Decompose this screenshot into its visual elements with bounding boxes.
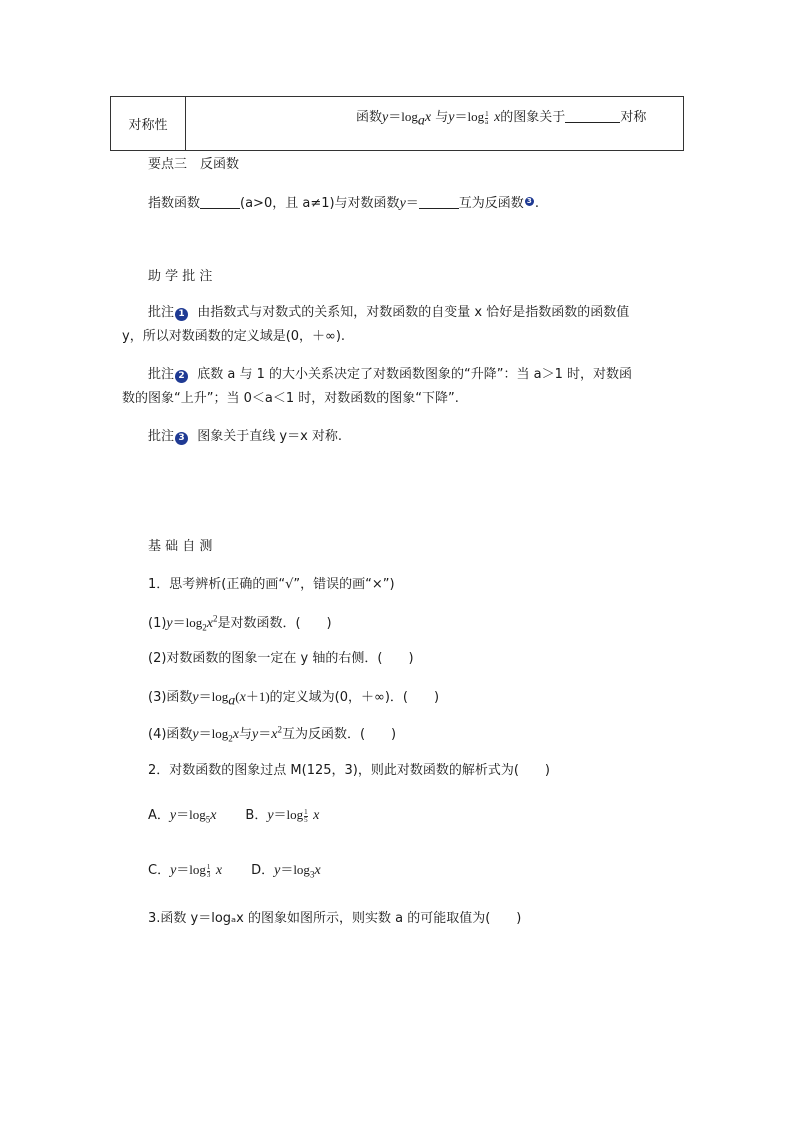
symmetry-label-cell xyxy=(111,97,186,150)
log-base-fraction-1-over-a: $\frac{1}{a}$ xyxy=(485,110,489,126)
section-inverse-line: 指数函数 (a>0，且 a≠1)与对数函数y＝ 互为反函数 3 . xyxy=(148,195,539,211)
question-1: 1．思考辨析(正确的画“√”，错误的画“×”) xyxy=(148,577,395,592)
question-1-2: (2)对数函数的图象一定在 y 轴的右侧．( ) xyxy=(148,651,414,666)
note-1-line-2: y，所以对数函数的定义域是(0，＋∞). xyxy=(122,329,346,344)
notes-title: 助 学 批 注 xyxy=(148,269,213,284)
symmetry-content-cell xyxy=(186,97,683,150)
note-marker-2: 2 xyxy=(175,370,188,383)
option-b[interactable]: B．y＝log $\frac{1}{5}$ x xyxy=(245,807,320,824)
question-1-3: (3)函数$y=\log_a(x+1)$的定义域为(0，＋∞)．( ) xyxy=(148,689,440,709)
option-a[interactable]: A．$y=\log_5x$ xyxy=(148,807,217,825)
blank-log-function[interactable] xyxy=(419,194,459,209)
log-base-fraction-1-over-5: $\frac{1}{5}$ xyxy=(304,808,308,824)
question-2-options-cd xyxy=(148,861,321,880)
question-3: 3.函数 y＝logₐx 的图象如图所示，则实数 a 的可能取值为( ) xyxy=(148,911,522,926)
selftest-title: 基 础 自 测 xyxy=(148,539,213,554)
question-2: 2．对数函数的图象过点 M(125，3)，则此对数函数的解析式为( ) xyxy=(148,763,550,778)
symmetry-label: 对称性 xyxy=(128,118,168,133)
question-1-1: $(1)y=\log_2x^2$是对数函数．( ) xyxy=(148,613,332,633)
option-d[interactable]: D．$y=\log_3x$ xyxy=(251,862,321,880)
blank-symmetry[interactable] xyxy=(565,108,620,123)
option-c[interactable]: C．y＝log $\frac{1}{3}$ x xyxy=(148,862,223,879)
note-marker-3b: 3 xyxy=(175,432,188,445)
note-3: 批注 3 图象关于直线 y＝x 对称. xyxy=(148,429,343,444)
note-marker-3: 3 xyxy=(525,197,534,206)
symmetry-table xyxy=(110,96,684,151)
note-2-line-2: 数的图象“上升”；当 0＜a＜1 时，对数函数的图象“下降”. xyxy=(122,391,459,406)
section-inverse-title: 要点三 反函数 xyxy=(148,157,240,172)
note-1-line-1: 批注 1 由指数式与对数式的关系知，对数函数的自变量 x 恰好是指数函数的函数值 xyxy=(148,305,630,320)
log-base-fraction-1-over-3: $\frac{1}{3}$ xyxy=(206,863,211,879)
symmetry-content: 函数$y=\log_ax$ 与y＝log $\frac{1}{a}$ x的图象关于 对称 xyxy=(356,109,647,129)
note-marker-1: 1 xyxy=(175,308,188,321)
question-1-4: (4)函数$y=\log_2x$与$y=x^2$互为反函数．( ) xyxy=(148,724,397,744)
note-2-line-1: 批注 2 底数 a 与 1 的大小关系决定了对数函数图象的“升降”：当 a＞1 时，对数函 xyxy=(148,367,633,382)
blank-exp-function[interactable] xyxy=(200,194,240,209)
question-2-options-ab xyxy=(148,806,319,825)
